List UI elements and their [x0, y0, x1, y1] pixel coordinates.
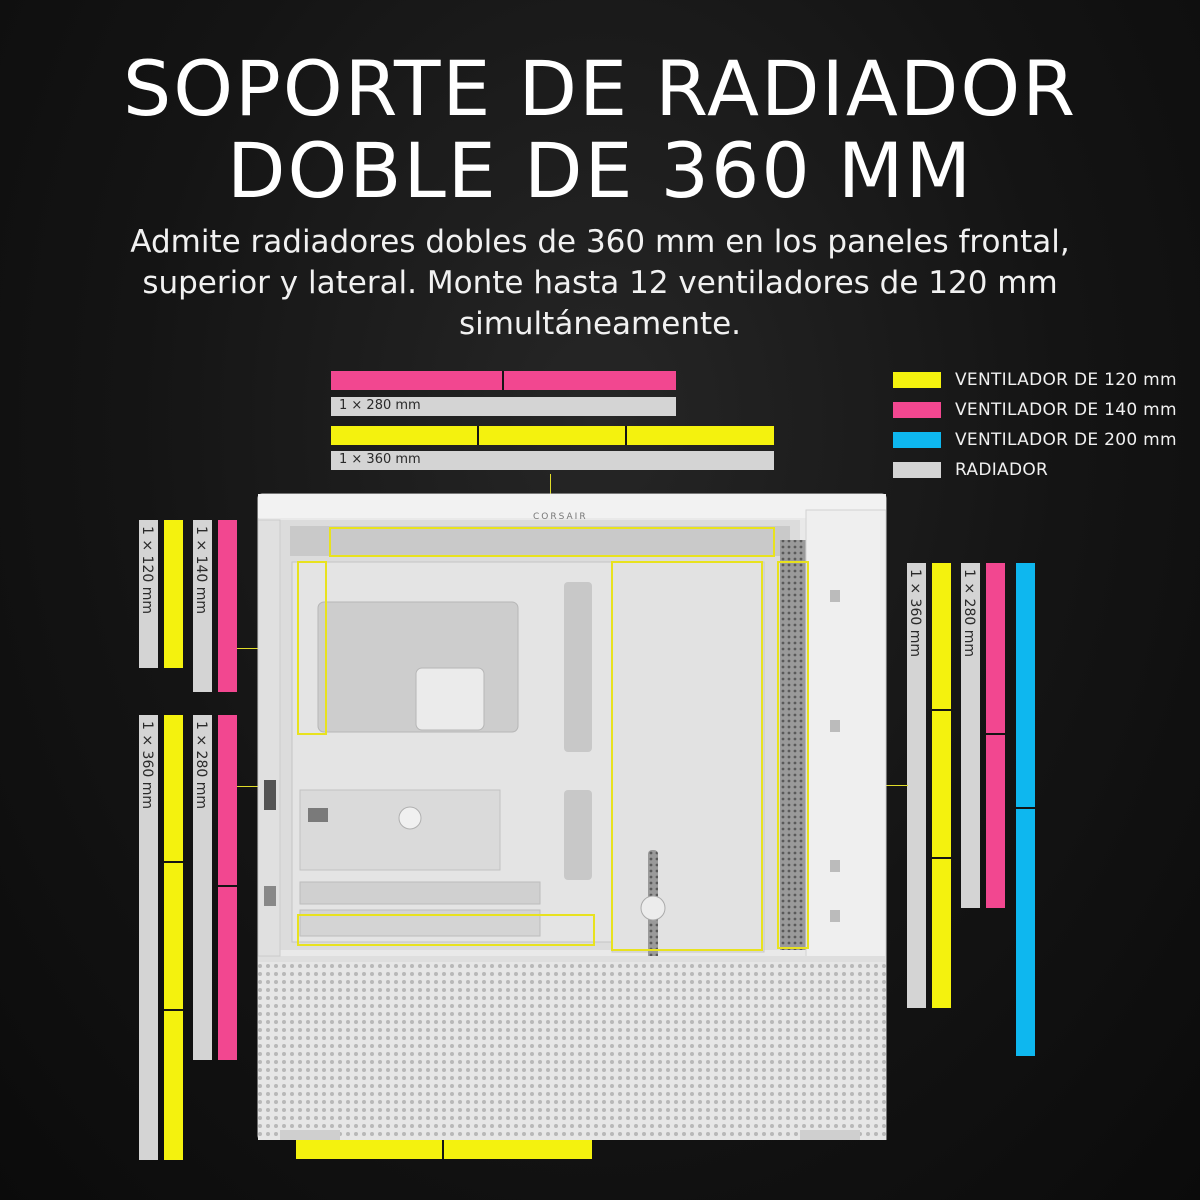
bottom-fan-120-2	[444, 1140, 592, 1159]
right-fan-200-1	[1016, 563, 1035, 809]
left-bottom-radiator-360-label: 1 × 360 mm	[139, 721, 155, 809]
bottom-fan-120-1	[296, 1140, 444, 1159]
legend-label-120: VENTILADOR DE 120 mm	[955, 370, 1177, 390]
title-line-1: SOPORTE DE RADIADOR	[122, 44, 1078, 133]
top-fan-140-1	[331, 371, 504, 390]
right-radiator-280-label: 1 × 280 mm	[961, 569, 977, 657]
legend-item-200	[893, 430, 1177, 450]
left-top-fan-140	[218, 520, 237, 692]
right-fan-120-2	[932, 711, 951, 859]
legend-swatch-grey	[893, 462, 941, 478]
left-bottom-radiator-360	[139, 715, 158, 1160]
left-bottom-fan-120-1	[164, 715, 183, 863]
legend-label-200: VENTILADOR DE 200 mm	[955, 430, 1177, 450]
right-fan-200-2	[1016, 809, 1035, 1056]
legend-swatch-cyan	[893, 432, 941, 448]
right-radiator-280	[961, 563, 980, 908]
case-brand-logo: CORSAIR	[533, 512, 588, 522]
top-radiator-360	[331, 451, 774, 470]
legend-label-140: VENTILADOR DE 140 mm	[955, 400, 1177, 420]
right-fan-140-1	[986, 563, 1005, 735]
top-fan-120-3	[627, 426, 774, 445]
left-top-radiator-140-label: 1 × 140 mm	[193, 526, 209, 614]
left-top-radiator-120	[139, 520, 158, 668]
top-radiator-280	[331, 397, 676, 416]
top-fan-140-2	[504, 371, 676, 390]
subtitle: Admite radiadores dobles de 360 mm en los paneles frontal, superior y lateral. Monte hasta 12 ventiladores de 120 mm simultáneamente.	[130, 224, 1070, 342]
top-radiator-360-label: 1 × 360 mm	[339, 452, 421, 467]
left-top-radiator-140	[193, 520, 212, 692]
page-title	[0, 44, 1200, 215]
right-fan-120-3	[932, 859, 951, 1008]
top-fan-120-2	[479, 426, 627, 445]
legend-swatch-yellow	[893, 372, 941, 388]
legend-item-radiator	[893, 460, 1048, 480]
legend-item-140	[893, 400, 1177, 420]
title-line-2: DOBLE DE 360 MM	[226, 126, 974, 215]
top-fan-120-1	[331, 426, 479, 445]
legend-swatch-pink	[893, 402, 941, 418]
pc-case-illustration	[240, 490, 890, 1140]
left-bottom-radiator-280	[193, 715, 212, 1060]
left-bottom-fan-140-2	[218, 887, 237, 1060]
right-fan-120-1	[932, 563, 951, 711]
left-top-fan-120	[164, 520, 183, 668]
top-radiator-280-label: 1 × 280 mm	[339, 398, 421, 413]
right-fan-140-2	[986, 735, 1005, 908]
right-radiator-360-label: 1 × 360 mm	[907, 569, 923, 657]
left-top-radiator-120-label: 1 × 120 mm	[139, 526, 155, 614]
legend-label-radiator: RADIADOR	[955, 460, 1049, 480]
left-bottom-fan-120-3	[164, 1011, 183, 1160]
legend-item-120	[893, 370, 1177, 390]
left-bottom-radiator-280-label: 1 × 280 mm	[193, 721, 209, 809]
right-radiator-360	[907, 563, 926, 1008]
left-bottom-fan-120-2	[164, 863, 183, 1011]
left-bottom-fan-140-1	[218, 715, 237, 887]
